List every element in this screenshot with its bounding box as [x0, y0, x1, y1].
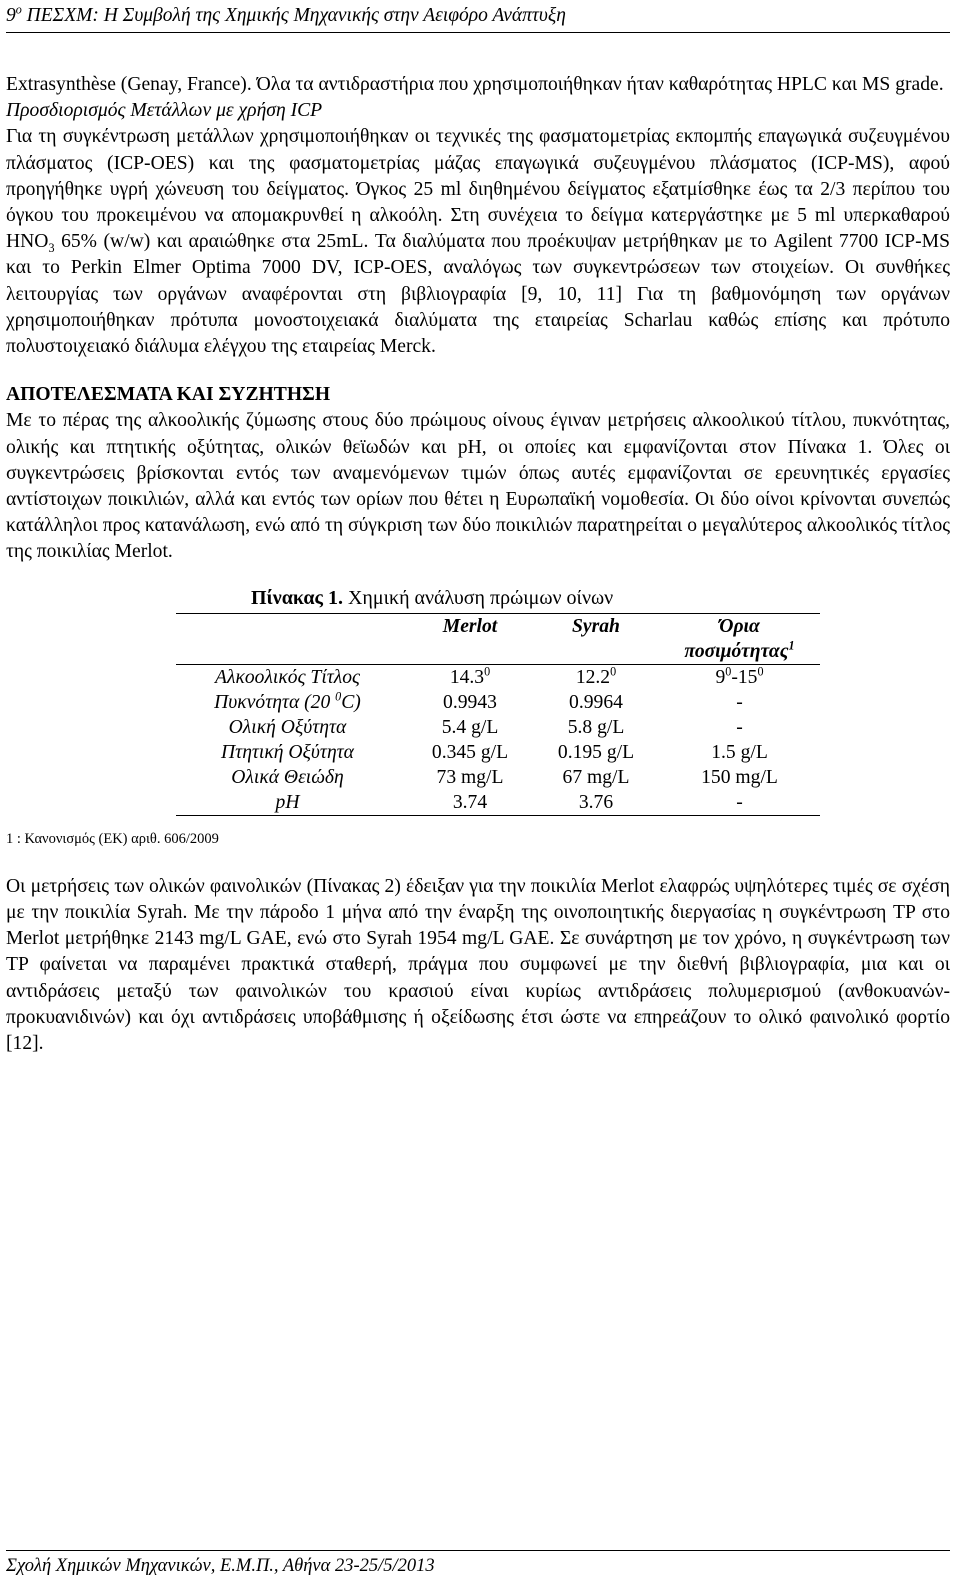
table-caption-label: Πίνακας 1. [251, 586, 343, 609]
icp-subheading: Προσδιορισμός Μετάλλων με χρήση ICP [6, 100, 323, 122]
header-limits-line1: Όρια [719, 615, 760, 637]
results-paragraph-1: Με το πέρας της αλκοολικής ζύμωσης στους δύο πρώιμους οίνους έγιναν μετρήσεις αλκοολικού τίτλου, πυκνότητας, ολικής και πτητικής οξύτητας, ολικών θεϊωδών και pH, οι οποίες και εμφανίζονται στον Πίνακα 1. Όλες οι συγκεντρώσεις βρίσκονται εντός των αναμενόμενων τιμών όπως αυτές εμφανίζονται σε ερευνητικές εργασίες αντίστοιχων ποικιλιών, αλλά και εντός των ορίων που θέτει η Ευρωπαϊκή νομοθεσία. Οι δύο οίνοι κρίνονται συνεπώς κατάλληλοι προς κατανάλωση, ενώ από τη σύγκριση των δύο ποικιλιών παρατηρείται ο μεγαλύτερος αλκοολικός τίτλος της ποικιλίας Merlot. [6, 410, 950, 563]
header-limits [659, 613, 820, 664]
table-caption-row [176, 586, 820, 614]
row-label: Αλκοολικός Τίτλος [176, 664, 407, 690]
cell-merlot: 73 mg/L [436, 766, 504, 788]
cell-merlot: 0.345 g/L [431, 741, 509, 763]
running-header [6, 2, 950, 33]
cell-syrah-value: 12.2 [575, 666, 611, 688]
header-merlot: Merlot [407, 613, 533, 664]
results-section-title: ΑΠΟΤΕΛΕΣΜΑΤΑ ΚΑΙ ΣΥΖΗΤΗΣΗ [6, 384, 331, 406]
header-syrah: Syrah [533, 613, 659, 664]
table-header-row [176, 613, 820, 664]
methods-text-b: 65% (w/w) και αραιώθηκε στα 25mL. Τα διαλύματα που προέκυψαν μετρήθηκαν με το Agilent 7700 ICP-MS και το Perkin Elmer Optima 7000 DV, ICP-OES, αναλόγως των συγκεντρώσεων των στοιχείων. Οι συνθήκες λειτουργίας των οργάνων αναφέρονται στη βιβλιογραφία [9, 10, 11] Για τη βαθμονόμηση των οργάνων χρησιμοποιήθηκαν πρότυπα μονοστοιχειακά διαλύματα της εταιρείας Scharlau καθώς επίσης και πρότυπο πολυστοιχειακό διάλυμα ελέγχου της εταιρείας Merck. [6, 231, 950, 358]
methods-text-a: Για τη συγκέντρωση μετάλλων χρησιμοποιήθηκαν οι τεχνικές της φασματομετρίας εκπομπής επαγωγικά συζευγμένου πλάσματος (ICP-OES) και της φασματομετρίας μάζας επαγωγικά συζευγμένου πλάσματος (ICP-MS), αφού προηγήθηκε υγρή χώνευση του δείγματος. Όγκος 25 ml διηθημένου δείγματος εξατμίσθηκε έως τα 2/3 περίπου του όγκου του προκειμένου να απομακρυνθεί η αλκοόλη. Στη συνέχεια το δείγμα κατεργάστηκε με 5 ml υπερκαθαρού HNO [6, 126, 950, 253]
cell-limit-low: 9 [715, 666, 726, 688]
row-label: Ολικά Θειώδη [231, 766, 344, 788]
cell-limit [659, 664, 820, 690]
header-conf-number: 9 [6, 5, 16, 26]
cell-limit: - [736, 691, 743, 713]
cell-limit-high-degree: 0 [757, 664, 764, 679]
cell-merlot [407, 664, 533, 690]
row-label-a: Πυκνότητα (20 [214, 691, 336, 713]
header-limits-line2: ποσιμότητας [684, 640, 789, 662]
cell-limit: 1.5 g/L [711, 741, 768, 763]
cell-syrah: 0.195 g/L [557, 741, 635, 763]
row-label: pH [176, 790, 407, 816]
cell-merlot-degree: 0 [484, 664, 491, 679]
cell-limit: 150 mg/L [701, 766, 778, 788]
header-ordinal: ο [15, 2, 22, 17]
cell-syrah: 0.9964 [569, 691, 623, 713]
cell-merlot-value: 14.3 [449, 666, 485, 688]
cell-limit: - [659, 790, 820, 816]
methods-paragraph-1: Extrasynthèse (Genay, France). Όλα τα αντιδραστήρια που χρησιμοποιήθηκαν ήταν καθαρότητας HPLC και MS grade. [6, 74, 944, 95]
row-label-b: C) [341, 691, 361, 713]
table-row [176, 765, 820, 790]
cell-merlot: 3.74 [407, 790, 533, 816]
row-label [176, 690, 407, 715]
row-label: Πτητική Οξύτητα [221, 741, 354, 763]
row-label-degree: 0 [335, 689, 342, 704]
header-empty [176, 613, 407, 664]
table-caption-text: Χημική ανάλυση πρώιμων οίνων [342, 586, 614, 609]
cell-limit-low-degree: 0 [725, 664, 732, 679]
table-1 [176, 586, 820, 816]
hno3-subscript: 3 [48, 241, 55, 256]
cell-merlot: 5.4 g/L [441, 716, 499, 738]
table-row [176, 740, 820, 765]
cell-merlot: 0.9943 [443, 691, 497, 713]
row-label: Ολική Οξύτητα [228, 716, 347, 738]
methods-paragraph-2 [6, 124, 950, 360]
table-row [176, 690, 820, 715]
running-footer: Σχολή Χημικών Μηχανικών, Ε.Μ.Π., Αθήνα 23-25/5/2013 [6, 1550, 950, 1579]
header-limits-footnote-mark: 1 [788, 638, 795, 653]
table-footnote: 1 : Κανονισμός (ΕΚ) αριθ. 606/2009 [6, 830, 219, 847]
cell-syrah: 67 mg/L [562, 766, 630, 788]
table-caption [176, 586, 820, 614]
table-row [176, 664, 820, 690]
table-row [176, 715, 820, 740]
results-paragraph-2: Οι μετρήσεις των ολικών φαινολικών (Πίνακας 2) έδειξαν για την ποικιλία Merlot ελαφρώς υψηλότερες τιμές σε σχέση με την ποικιλία Syrah. Με την πάροδο 1 μήνα από την έναρξη της οινοποιητικής διεργασίας η συγκέντρωση TP στο Merlot μετρήθηκε 2143 mg/L GAE, ενώ στο Syrah 1954 mg/L GAE. Σε συνάρτηση με τον χρόνο, η συγκέντρωση των TP φαίνεται να παραμένει πρακτικά σταθερή, πράγμα που συμφωνεί με την διεθνή βιβλιογραφία, μια και οι αντιδράσεις μεταξύ των φαινολικών του κρασιού είναι κυρίως αντιδράσεις πολυμερισμού (ανθοκυανών-προκυανιδινών) και όχι αντιδράσεις υποβάθμισης ή οξείδωσης έτσι ώστε να επηρεάζουν το ολικό φαινολικό φορτίο [12]. [6, 875, 950, 1055]
cell-limit-high: -15 [731, 666, 758, 688]
cell-syrah-degree: 0 [610, 664, 617, 679]
header-conf-title: ΠΕΣΧΜ: Η Συμβολή της Χημικής Μηχανικής στην Αειφόρο Ανάπτυξη [21, 5, 566, 26]
cell-syrah: 3.76 [533, 790, 659, 816]
cell-syrah [533, 664, 659, 690]
cell-syrah: 5.8 g/L [567, 716, 625, 738]
body-text [6, 72, 950, 1057]
table-row [176, 790, 820, 816]
cell-limit: - [736, 716, 743, 738]
